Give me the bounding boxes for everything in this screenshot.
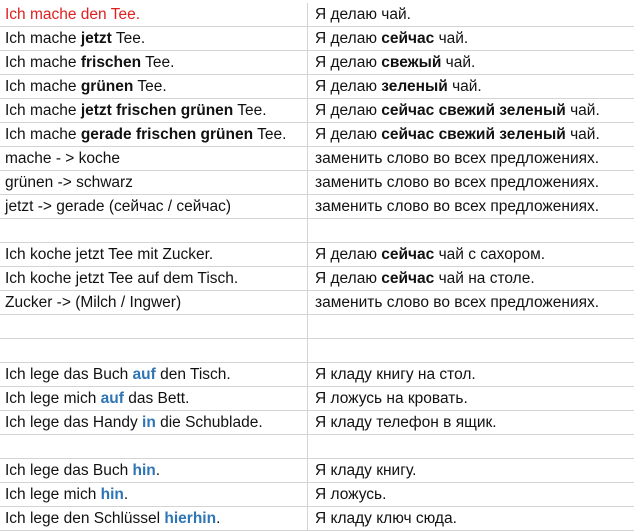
cell-text: Tee.: [141, 54, 175, 71]
cell-text: Ich lege mich: [5, 486, 101, 503]
cell-text: заменить слово во всех предложениях.: [315, 150, 600, 167]
table-row: [0, 507, 634, 531]
german-cell[interactable]: [0, 75, 308, 99]
russian-cell[interactable]: [308, 75, 634, 99]
table-row: [0, 27, 634, 51]
bold-word: jetzt: [80, 30, 112, 47]
cell-text: Ich lege das Buch: [5, 462, 133, 479]
russian-cell[interactable]: [308, 123, 634, 147]
russian-cell[interactable]: [308, 315, 634, 339]
cell-text: Ich lege mich: [5, 390, 101, 407]
cell-text: чай.: [565, 126, 600, 143]
cell-text: Tee.: [133, 78, 167, 95]
cell-text: Tee.: [233, 102, 267, 119]
russian-cell[interactable]: [308, 99, 634, 123]
russian-cell[interactable]: [308, 219, 634, 243]
german-cell[interactable]: [0, 435, 308, 459]
russian-cell[interactable]: [308, 147, 634, 171]
cell-text: чай.: [441, 54, 476, 71]
table-row: [0, 339, 634, 363]
cell-text: Ich lege den Schlüssel: [5, 510, 165, 527]
highlighted-preposition: hin: [100, 486, 124, 503]
table-row: [0, 387, 634, 411]
bold-word: сейчас: [381, 30, 435, 47]
russian-cell[interactable]: [308, 411, 634, 435]
cell-text: чай.: [447, 78, 482, 95]
table-row: [0, 3, 634, 27]
german-cell[interactable]: [0, 27, 308, 51]
german-cell[interactable]: [0, 483, 308, 507]
german-cell[interactable]: [0, 267, 308, 291]
bold-word: сейчас свежий зеленый: [381, 102, 566, 119]
cell-text: den Tisch.: [155, 366, 231, 383]
highlighted-preposition: hierhin: [164, 510, 217, 527]
russian-cell[interactable]: [308, 387, 634, 411]
bold-word: сейчас: [381, 270, 435, 287]
bold-word: свежый: [381, 54, 442, 71]
cell-text: Я кладу книгу на стол.: [315, 366, 476, 383]
cell-text: Tee.: [253, 126, 287, 143]
bold-word: grünen: [80, 78, 134, 95]
bold-word: сейчас: [381, 246, 435, 263]
russian-cell[interactable]: [308, 483, 634, 507]
russian-cell[interactable]: [308, 195, 634, 219]
german-cell[interactable]: [0, 507, 308, 531]
table-row: [0, 267, 634, 291]
german-cell[interactable]: [0, 171, 308, 195]
cell-text: jetzt -> gerade (сейчас / сейчас): [5, 198, 232, 215]
table-row: [0, 51, 634, 75]
cell-text: Ich mache den Tee.: [5, 6, 140, 23]
table-row: [0, 483, 634, 507]
german-cell[interactable]: [0, 147, 308, 171]
german-cell[interactable]: [0, 291, 308, 315]
russian-cell[interactable]: [308, 363, 634, 387]
german-cell[interactable]: [0, 411, 308, 435]
table-row: [0, 123, 634, 147]
cell-text: Ich mache: [5, 78, 81, 95]
german-cell[interactable]: [0, 219, 308, 243]
cell-text: заменить слово во всех предложениях.: [315, 174, 600, 191]
table-row: [0, 315, 634, 339]
bold-word: зеленый: [381, 78, 448, 95]
cell-text: Я делаю: [315, 54, 382, 71]
cell-text: Ich lege das Buch: [5, 366, 133, 383]
cell-text: Я делаю: [315, 246, 382, 263]
table-row: [0, 435, 634, 459]
table-row: [0, 195, 634, 219]
table-row: [0, 411, 634, 435]
cell-text: Я делаю: [315, 270, 382, 287]
german-cell[interactable]: [0, 315, 308, 339]
cell-text: Я делаю чай.: [315, 6, 411, 23]
cell-text: чай.: [565, 102, 600, 119]
bold-word: frischen: [80, 54, 142, 71]
cell-text: .: [155, 462, 161, 479]
cell-text: Tee.: [111, 30, 146, 47]
cell-text: Я делаю: [315, 102, 382, 119]
table-row: [0, 459, 634, 483]
cell-text: das Bett.: [123, 390, 190, 407]
russian-cell[interactable]: [308, 339, 634, 363]
cell-text: Ich lege das Handy: [5, 414, 143, 431]
cell-text: Я делаю: [315, 78, 382, 95]
highlighted-preposition: hin: [132, 462, 156, 479]
cell-text: Я делаю: [315, 30, 382, 47]
table-row: [0, 219, 634, 243]
german-cell[interactable]: [0, 123, 308, 147]
table-row: [0, 243, 634, 267]
german-cell[interactable]: [0, 99, 308, 123]
cell-text: чай.: [434, 30, 469, 47]
russian-cell[interactable]: [308, 459, 634, 483]
highlighted-preposition: auf: [100, 390, 124, 407]
russian-cell[interactable]: [308, 507, 634, 531]
cell-text: Я ложусь.: [315, 486, 387, 503]
german-cell[interactable]: [0, 243, 308, 267]
highlighted-preposition: auf: [132, 366, 156, 383]
cell-text: Ich mache: [5, 30, 81, 47]
cell-text: Я кладу ключ сюда.: [315, 510, 457, 527]
russian-cell[interactable]: [308, 435, 634, 459]
bold-word: сейчас свежий зеленый: [381, 126, 566, 143]
russian-cell[interactable]: [308, 291, 634, 315]
german-cell[interactable]: [0, 51, 308, 75]
table-row: [0, 75, 634, 99]
cell-text: чай с сахором.: [434, 246, 546, 263]
russian-cell[interactable]: [308, 267, 634, 291]
cell-text: grünen -> schwarz: [5, 174, 133, 191]
cell-text: заменить слово во всех предложениях.: [315, 294, 600, 311]
cell-text: .: [216, 510, 221, 527]
cell-text: заменить слово во всех предложениях.: [315, 198, 600, 215]
cell-text: Ich mache: [5, 102, 81, 119]
cell-text: die Schublade.: [155, 414, 263, 431]
cell-text: .: [123, 486, 129, 503]
cell-text: Я кладу телефон в ящик.: [315, 414, 497, 431]
bold-word: gerade frischen grünen: [80, 126, 254, 143]
cell-text: Ich mache: [5, 54, 81, 71]
highlighted-preposition: in: [142, 414, 156, 431]
cell-text: Ich koche jetzt Tee mit Zucker.: [5, 246, 214, 263]
cell-text: mache - > koche: [5, 150, 121, 167]
table-row: [0, 147, 634, 171]
cell-text: Zucker -> (Milch / Ingwer): [5, 294, 182, 311]
german-cell[interactable]: [0, 195, 308, 219]
german-cell[interactable]: [0, 459, 308, 483]
russian-cell[interactable]: [308, 3, 634, 27]
russian-cell[interactable]: [308, 27, 634, 51]
cell-text: Я кладу книгу.: [315, 462, 417, 479]
table-row: [0, 99, 634, 123]
table-row: [0, 291, 634, 315]
cell-text: чай на столе.: [434, 270, 535, 287]
german-cell[interactable]: [0, 3, 308, 27]
cell-text: Ich koche jetzt Tee auf dem Tisch.: [5, 270, 239, 287]
cell-text: Я делаю: [315, 126, 382, 143]
german-cell[interactable]: [0, 339, 308, 363]
german-cell[interactable]: [0, 387, 308, 411]
russian-cell[interactable]: [308, 243, 634, 267]
table-row: [0, 171, 634, 195]
cell-text: Я ложусь на кровать.: [315, 390, 468, 407]
german-cell[interactable]: [0, 363, 308, 387]
table-row: [0, 363, 634, 387]
russian-cell[interactable]: [308, 51, 634, 75]
bold-word: jetzt frischen grünen: [80, 102, 234, 119]
russian-cell[interactable]: [308, 171, 634, 195]
cell-text: Ich mache: [5, 126, 81, 143]
